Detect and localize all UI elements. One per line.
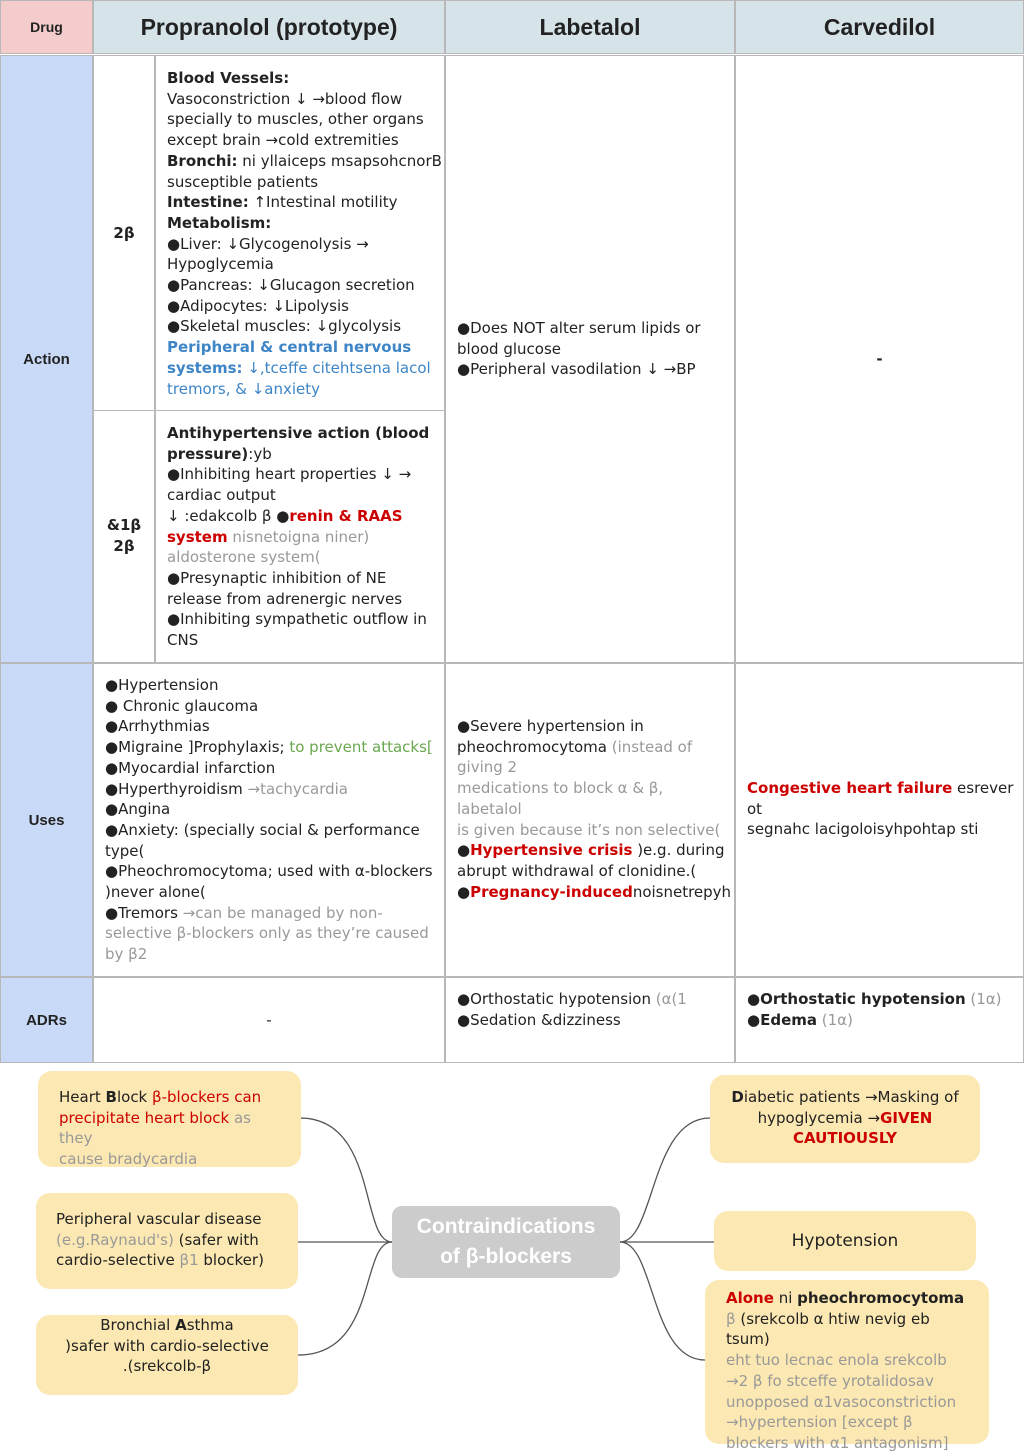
header-propranolol: Propranolol (prototype) <box>93 0 445 54</box>
diabetic-text: hypoglycemia → <box>757 1108 881 1127</box>
pheo-box <box>705 1280 989 1452</box>
cns-systems: systems: <box>167 358 243 377</box>
b12-line: ●Inhibiting heart properties ↓ → <box>167 465 412 484</box>
bullet: ● <box>457 841 471 860</box>
lab-use-note: is given because it’s non selective( <box>457 820 721 839</box>
diabetic-box <box>710 1075 980 1163</box>
asthma-text: )safer with cardio-selective <box>65 1336 269 1355</box>
cns-text: ↓,tceffe citehtsena lacol <box>242 358 431 377</box>
metabolism-line: ●Pancreas: ↓Glucagon secretion <box>167 276 415 295</box>
pheo-grey-text: unopposed α1vasoconstriction <box>726 1392 957 1411</box>
use-item: ●Arrhythmias <box>105 717 210 736</box>
metabolism-line: ●Skeletal muscles: ↓glycolysis <box>167 317 402 336</box>
bv-line: specially to muscles, other organs <box>167 110 424 129</box>
lab-use: ●Severe hypertension in <box>457 717 644 735</box>
use-item: ●Hypertension <box>105 676 219 694</box>
congestive-heart-failure: Congestive heart failure <box>747 779 953 797</box>
pheo-grey-text: →2 β fo stceffe yrotalidosav <box>726 1371 934 1390</box>
b12-line: ●Presynaptic inhibition of NE <box>167 568 387 587</box>
renin-raas-text: renin & RAAS <box>289 506 403 525</box>
intestine-title: Intestine: <box>167 193 249 212</box>
contraindications-title: Contraindications <box>416 1215 596 1238</box>
b12-line: CNS <box>167 631 199 650</box>
header-drug: Drug <box>0 0 93 54</box>
labetalol-action-line: ●Does NOT alter serum lipids or <box>457 319 701 337</box>
row-label-uses: Uses <box>0 663 93 977</box>
adr-item: ●Orthostatic hypotension <box>457 990 656 1008</box>
pheo-grey-text: blockers with α1 antagonism] <box>726 1433 949 1452</box>
contraindications-node <box>392 1206 620 1278</box>
adr-note: (α(1 <box>655 990 687 1008</box>
bullet: ● <box>457 882 471 901</box>
connector-pheo <box>620 1242 705 1360</box>
header-carvedilol: Carvedilol <box>735 0 1024 54</box>
contraindications-subtitle: of β-blockers <box>440 1245 572 1268</box>
adr-note: (1α) <box>965 990 1002 1008</box>
receptor-b12-label-1: &1β <box>106 516 142 534</box>
use-item: ●Angina <box>105 800 171 819</box>
heart-text: lock <box>116 1088 153 1106</box>
system-text: system <box>167 527 228 546</box>
use-tremors-note: selective β-blockers only as they’re caused <box>105 924 429 943</box>
carvedilol-action-dash: - <box>876 350 883 368</box>
adr-note: (1α) <box>817 1010 853 1029</box>
pheo-grey-text: →hypertension [except β <box>726 1413 913 1432</box>
adr-item: Edema <box>760 1010 818 1029</box>
use-item: ●Myocardial infarction <box>105 758 276 777</box>
metabolism-line: Hypoglycemia <box>167 255 274 274</box>
use-item: )never alone( <box>105 883 206 902</box>
pvd-text: Peripheral vascular disease <box>56 1210 262 1228</box>
pvd-text: blocker) <box>198 1251 264 1270</box>
antihypertensive-by: :yb <box>248 444 272 463</box>
use-item: ●Anxiety: (specially social & performance <box>105 820 420 839</box>
lab-use: )e.g. during <box>632 841 725 860</box>
lab-use-note: giving 2 <box>457 758 518 777</box>
alone-text: Alone <box>726 1289 774 1307</box>
bullet: ● <box>747 1010 761 1029</box>
b12-line: ↓ :edakcolb β ● <box>167 506 290 525</box>
labetalol-action-line: blood glucose <box>457 339 561 358</box>
pheo-text: ni <box>773 1289 798 1307</box>
asthma-text: .(srekcolb-β <box>122 1357 212 1376</box>
bullet: ● <box>747 990 761 1008</box>
use-hyperthyroidism: ●Hyperthyroidism <box>105 779 248 798</box>
heart-grey-text: as they <box>59 1108 251 1148</box>
bv-line: Vasoconstriction ↓ →blood flow <box>167 89 403 108</box>
asthma-text: sthma <box>186 1316 234 1334</box>
use-tremors-note: by β2 <box>105 945 148 964</box>
given-text: GIVEN <box>880 1108 933 1127</box>
heart-text-b: B <box>105 1088 117 1106</box>
b12-line: ●Inhibiting sympathetic outflow in <box>167 610 427 629</box>
heart-grey-text: cause bradycardia <box>59 1150 198 1169</box>
cautiously-text: CAUTIOUSLY <box>793 1129 897 1148</box>
pregnancy-induced: Pregnancy-induced <box>470 882 633 901</box>
b12-line: cardiac output <box>167 486 276 505</box>
use-migraine: ●Migraine ]Prophylaxis; <box>105 738 290 757</box>
asthma-text: Bronchial <box>100 1316 176 1334</box>
diabetic-text-b: D <box>731 1088 744 1106</box>
connector-diabetic <box>620 1118 710 1242</box>
heart-red-text: β-blockers can <box>152 1088 262 1106</box>
use-migraine-note: to prevent attacks[ <box>289 738 433 757</box>
asthma-box <box>36 1315 298 1395</box>
lab-use: abrupt withdrawal of clonidine.( <box>457 861 697 880</box>
bronchi-title: Bronchi: <box>167 151 238 170</box>
use-item: ● Chronic glaucoma <box>105 696 259 715</box>
b12-line: release from adrenergic nerves <box>167 589 403 608</box>
pvd-box <box>36 1193 298 1289</box>
use-tremors: ●Tremors <box>105 903 183 922</box>
bv-line: except brain →cold extremities <box>167 131 399 150</box>
heart-text: Heart <box>59 1088 106 1106</box>
row-label-action: Action <box>0 55 93 663</box>
adr-item: Orthostatic hypotension <box>760 990 966 1008</box>
connector-heart-block <box>300 1118 392 1242</box>
hypotension-text: Hypotension <box>791 1230 899 1251</box>
pheo-text-b: pheochromocytoma <box>797 1289 965 1307</box>
metabolism-title: Metabolism: <box>167 213 272 232</box>
pheo-text: (srekcolb α htiw nevig eb tsum) <box>726 1309 930 1349</box>
cns-line: tremors, & ↓anxiety <box>167 379 321 398</box>
metabolism-line: ●Adipocytes: ↓Lipolysis <box>167 296 349 315</box>
cns-title: Peripheral & central nervous <box>167 338 412 357</box>
pheo-grey-text: eht tuo lecnac enola srekcolb <box>726 1351 947 1370</box>
hypertensive-crisis: Hypertensive crisis <box>470 841 633 860</box>
pheo-grey-text: β <box>726 1309 736 1328</box>
lab-use-note: (instead of <box>606 737 693 756</box>
lab-use: noisnetrepyh <box>632 882 732 901</box>
carv-use: segnahc lacigoloisyhpohtap sti <box>747 820 979 839</box>
pvd-text: cardio-selective <box>56 1251 180 1270</box>
blood-vessels-title: Blood Vessels: <box>167 69 290 87</box>
lab-use-note: medications to block α & β, labetalol <box>457 779 664 818</box>
header-labetalol: Labetalol <box>445 0 735 54</box>
heart-red-text: precipitate heart block <box>59 1108 230 1127</box>
carv-use: esrever ot <box>747 779 1014 818</box>
asthma-text-b: A <box>175 1316 187 1334</box>
adr-item: ●Sedation &dizziness <box>457 1010 621 1029</box>
renin-angiotensin-text: nisnetoigna niner) <box>227 527 370 546</box>
lab-use-pheo: pheochromocytoma <box>457 737 607 756</box>
bronchi-line: susceptible patients <box>167 172 319 191</box>
pvd-grey-text: β1 <box>179 1251 199 1270</box>
heart-block-box <box>38 1071 301 1167</box>
use-item: type( <box>105 841 145 860</box>
intestine-text: ↑Intestinal motility <box>248 193 398 212</box>
row-label-adrs: ADRs <box>0 977 93 1063</box>
labetalol-action-line: ●Peripheral vasodilation ↓ →BP <box>457 360 696 379</box>
pvd-text: (safer with <box>173 1230 259 1249</box>
bronchi-text: ni yllaiceps msapsohcnorB <box>237 151 442 170</box>
pvd-grey-text: (e.g.Raynaud's) <box>56 1230 174 1249</box>
use-item: ●Pheochromocytoma; used with α-blockers <box>105 862 433 881</box>
receptor-b2-label: 2β <box>113 223 135 242</box>
antihypertensive-title-2: pressure) <box>167 444 249 463</box>
use-hyperthyroidism-note: →tachycardia <box>247 779 348 798</box>
diabetic-text: iabetic patients →Masking of <box>743 1088 959 1106</box>
aldosterone-text: aldosterone system( <box>167 548 321 567</box>
metabolism-line: ●Liver: ↓Glycogenolysis → <box>167 234 369 253</box>
hypotension-box <box>714 1211 976 1271</box>
connector-asthma <box>298 1242 392 1355</box>
receptor-b12-label-2: 2β <box>113 536 135 555</box>
use-tremors-note: →can be managed by non- <box>182 903 383 922</box>
propranolol-adrs-dash: - <box>266 1011 272 1029</box>
antihypertensive-title: Antihypertensive action (blood <box>167 424 430 442</box>
